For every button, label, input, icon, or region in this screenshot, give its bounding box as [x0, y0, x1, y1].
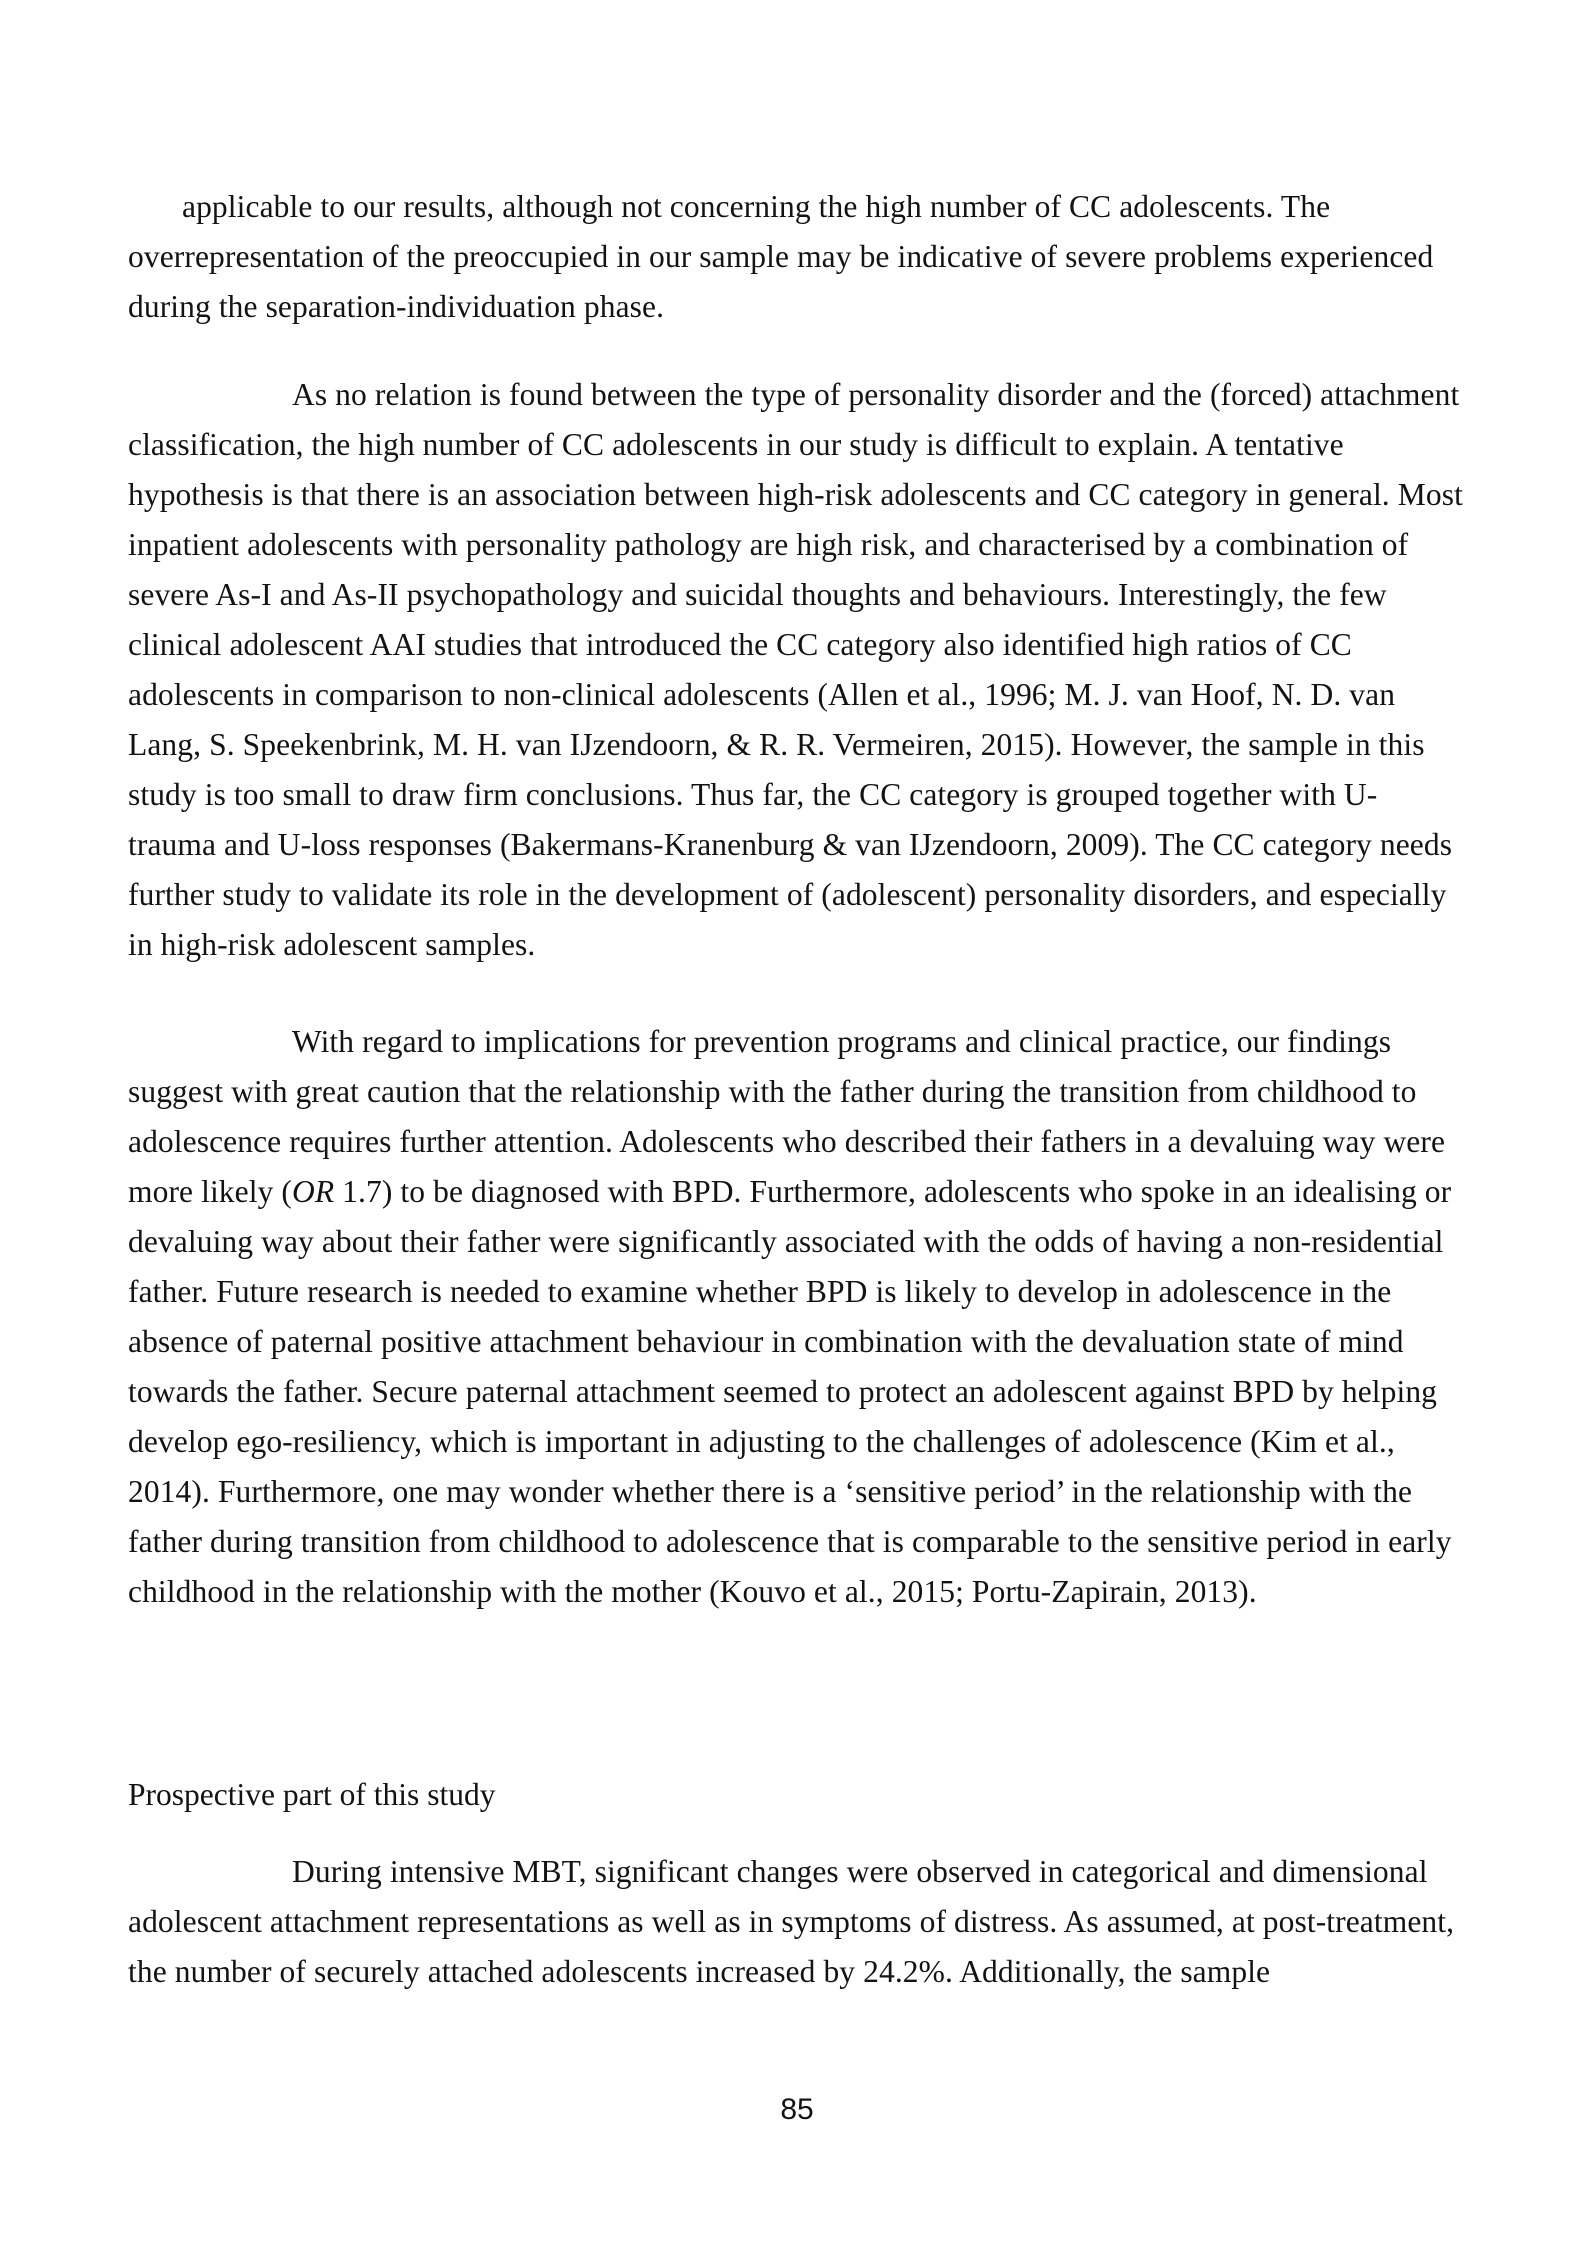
body-paragraph-continuation: applicable to our results, although not concerning the high number of CC adolescents. The overrepresentation of the preoccupied in our sample may be indicative of severe problems experienced during the separation-individuation phase.: [128, 189, 1434, 324]
page-number: 85: [780, 2093, 814, 2126]
odds-ratio-italic: OR: [292, 1174, 335, 1209]
body-paragraph-implications: [128, 1017, 1464, 1617]
body-paragraph-cc-category: As no relation is found between the type of personality disorder and the (forced) attachment classification, the high number of CC adolescents in our study is difficult to explain. A tentative hypothesis is that there is an association between high-risk adolescents and CC category in general. Most inpatient adolescents with personality pathology are high risk, and characterised by a combination of severe As-I and As-II psychopathology and suicidal thoughts and behaviours. Interestingly, the few clinical adolescent AAI studies that introduced the CC category also identified high ratios of CC adolescents in comparison to non-clinical adolescents (Allen et al., 1996; M. J. van Hoof, N. D. van Lang, S. Speekenbrink, M. H. van IJzendoorn, & R. R. Vermeiren, 2015). However, the sample in this study is too small to draw firm conclusions. Thus far, the CC category is grouped together with U-trauma and U-loss responses (Bakermans-Kranenburg & van IJzendoorn, 2009). The CC category needs further study to validate its role in the development of (adolescent) personality disorders, and especially in high-risk adolescent samples.: [128, 377, 1463, 962]
paragraph-text-after-or: 1.7) to be diagnosed with BPD. Furthermore, adolescents who spoke in an idealising or devaluing way about their father were significantly associated with the odds of having a non-residential father. Future research is needed to examine whether BPD is likely to develop in adolescence in the absence of paternal positive attachment behaviour in combination with the devaluation state of mind towards the father. Secure paternal attachment seemed to protect an adolescent against BPD by helping develop ego-resiliency, which is important in adjusting to the challenges of adolescence (Kim et al., 2014). Furthermore, one may wonder whether there is a ‘sensitive period’ in the relationship with the father during transition from childhood to adolescence that is comparable to the sensitive period in early childhood in the relationship with the mother (Kouvo et al., 2015; Portu-Zapirain, 2013).: [128, 1174, 1452, 1609]
body-paragraph-mbt: During intensive MBT, significant changes were observed in categorical and dimensional adolescent attachment representations as well as in symptoms of distress. As assumed, at post-treatment, the number of securely attached adolescents increased by 24.2%. Additionally, the sample: [128, 1854, 1455, 1989]
paragraph-text-before-or: With regard to implications for prevention programs and clinical practice, our findings suggest with great caution that the relationship with the father during the transition from childhood to adolescence requires further attention. Adolescents who described their fathers in a devaluing way were more likely (: [128, 1024, 1446, 1209]
section-heading-prospective: Prospective part of this study: [128, 1777, 496, 1812]
text-block: [128, 182, 1464, 1997]
